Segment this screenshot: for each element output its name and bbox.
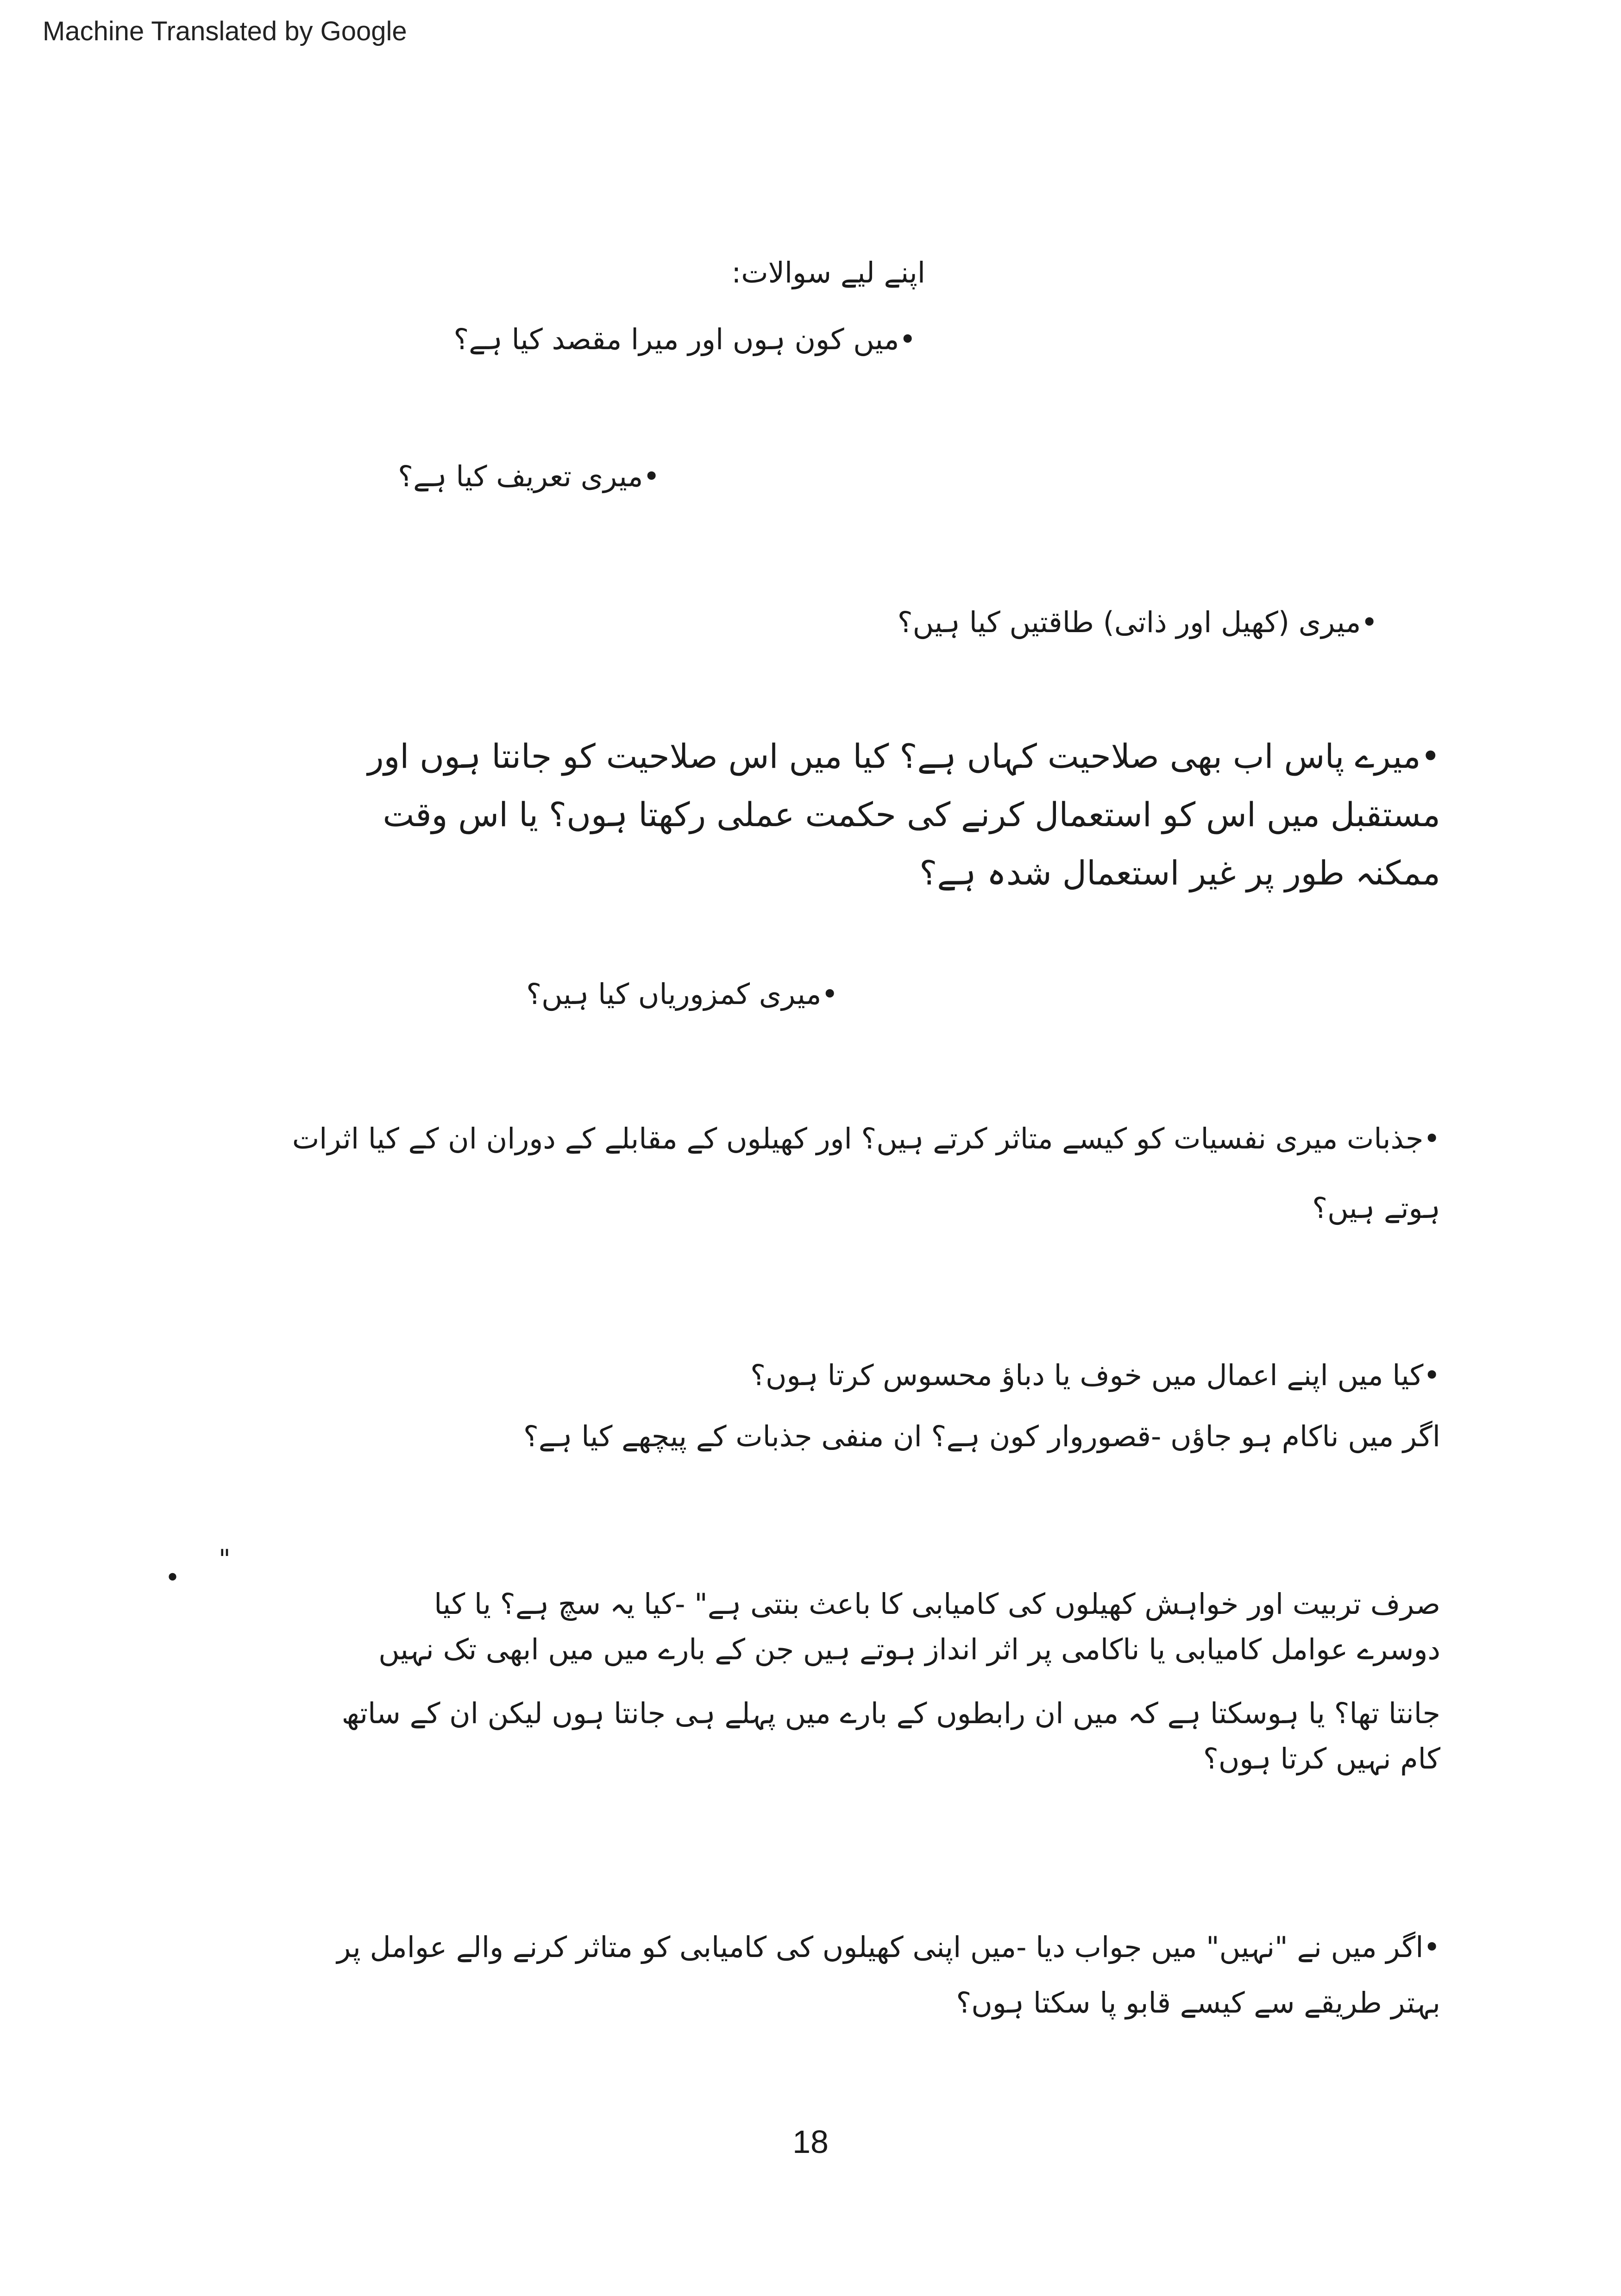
page-number: 18	[792, 2124, 829, 2160]
question-weaknesses: •میری کمزوریاں کیا ہیں؟	[526, 977, 838, 1011]
question-potential	[368, 727, 1440, 902]
question-emotions	[292, 1104, 1440, 1243]
question-fear-pressure	[523, 1345, 1440, 1467]
question-emotions-line: •جذبات میری نفسیات کو کیسے متاثر کرتے ہیں؟ اور کھیلوں کے مقابلے کے دوران ان کے کیا اثرات	[292, 1122, 1440, 1155]
page-heading: اپنے لیے سوالات:	[731, 256, 925, 289]
question-training-success-line: جانتا تھا؟ یا ہوسکتا ہے کہ میں ان رابطوں کے بارے میں پہلے ہی جانتا ہوں لیکن ان کے ساتھ	[341, 1696, 1440, 1730]
question-strengths: •میری (کھیل اور ذاتی) طاقتیں کیا ہیں؟	[897, 605, 1378, 639]
question-potential-line: مستقبل میں اس کو استعمال کرنے کی حکمت عملی رکھتا ہوں؟ یا اس وقت	[383, 795, 1440, 834]
question-who-am-i: •میں کون ہوں اور میرا مقصد کیا ہے؟	[453, 322, 916, 356]
question-potential-line: ممکنہ طور پر غیر استعمال شدہ ہے؟	[919, 853, 1440, 892]
question-training-success	[342, 1581, 1440, 1782]
question-emotions-line: ہوتے ہیں؟	[1312, 1191, 1440, 1225]
question-control-factors-line: •اگر میں نے "نہیں" میں جواب دیا -میں اپنی کھیلوں کی کامیابی کو متاثر کرنے والے عوامل پر	[337, 1930, 1440, 1964]
question-control-factors	[337, 1920, 1440, 2031]
question-fear-pressure-line: •کیا میں اپنے اعمال میں خوف یا دباؤ محسوس کرتا ہوں؟	[750, 1358, 1440, 1392]
question-control-factors-line: بہتر طریقے سے کیسے قابو پا سکتا ہوں؟	[956, 1986, 1440, 2020]
question-training-success-line: دوسرے عوامل کامیابی یا ناکامی پر اثر انداز ہوتے ہیں جن کے بارے میں میں ابھی تک نہیں	[378, 1632, 1440, 1666]
question-training-success-line: صرف تربیت اور خواہش کھیلوں کی کامیابی کا باعث بنتی ہے" -کیا یہ سچ ہے؟ یا کیا	[434, 1587, 1440, 1621]
question-potential-line: •میرے پاس اب بھی صلاحیت کہاں ہے؟ کیا میں اس صلاحیت کو جانتا ہوں اور	[367, 737, 1440, 776]
question-definition: •میری تعریف کیا ہے؟	[398, 459, 660, 493]
question-fear-pressure-line: اگر میں ناکام ہو جاؤں -قصوروار کون ہے؟ ان منفی جذبات کے پیچھے کیا ہے؟	[523, 1419, 1440, 1453]
question-training-success-line: کام نہیں کرتا ہوں؟	[1203, 1742, 1440, 1775]
machine-translation-notice: Machine Translated by Google	[43, 16, 407, 46]
quote-marker: "	[219, 1544, 231, 1575]
bullet-marker: •	[165, 1563, 181, 1593]
